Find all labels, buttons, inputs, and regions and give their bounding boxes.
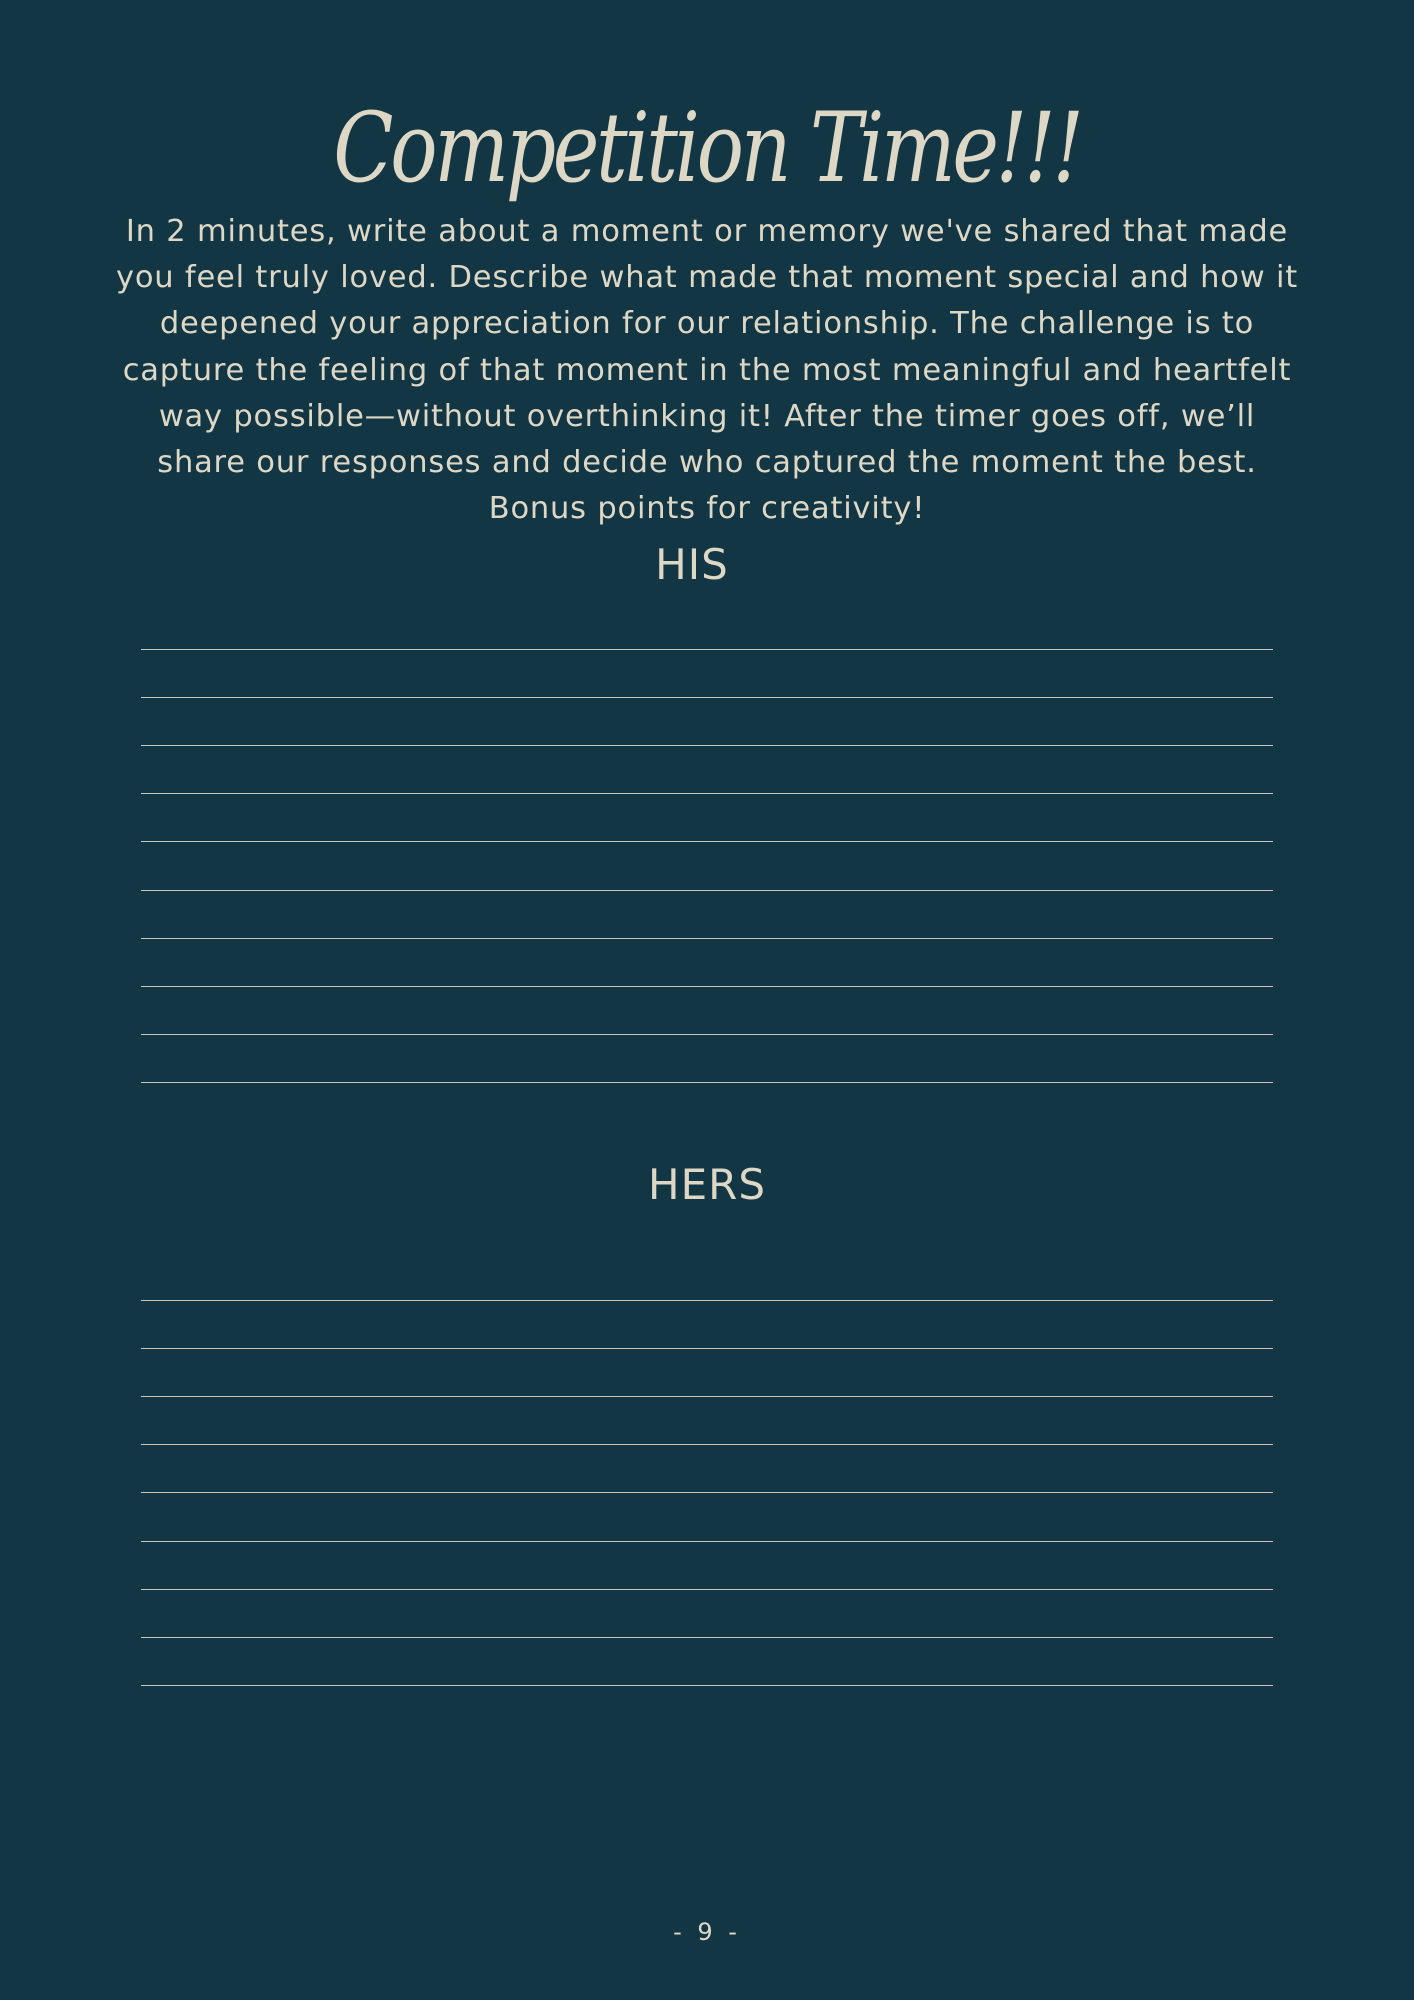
writing-line — [141, 938, 1273, 939]
competition-prompt: In 2 minutes, write about a moment or memory we've shared that made you feel truly loved. Describe what made that moment special and how it deepened your appreciation for our relationship. The challenge is to capture the feeling of that moment in the most meaningful and heartfelt way possible—without overthinking it! After the timer goes off, we’ll share our responses and decide who captured the moment the best. Bonus points for creativity! — [115, 214, 1299, 527]
writing-line — [141, 1396, 1273, 1397]
writing-line — [141, 1541, 1273, 1542]
writing-line — [141, 1034, 1273, 1035]
writing-line — [141, 745, 1273, 746]
writing-line — [141, 841, 1273, 842]
writing-line — [141, 890, 1273, 891]
writing-line — [141, 1348, 1273, 1349]
writing-line — [141, 1082, 1273, 1083]
page-title: Competition Time!!! — [333, 92, 1081, 204]
writing-line — [141, 1492, 1273, 1493]
page-number: - 9 - — [673, 1918, 741, 1946]
writing-line — [141, 649, 1273, 650]
writing-line — [141, 1444, 1273, 1445]
his-heading: HIS — [655, 540, 729, 589]
hers-heading: HERS — [648, 1160, 766, 1209]
writing-line — [141, 1589, 1273, 1590]
writing-line — [141, 697, 1273, 698]
writing-line — [141, 986, 1273, 987]
writing-line — [141, 1685, 1273, 1686]
writing-line — [141, 1637, 1273, 1638]
writing-line — [141, 1300, 1273, 1301]
writing-line — [141, 793, 1273, 794]
